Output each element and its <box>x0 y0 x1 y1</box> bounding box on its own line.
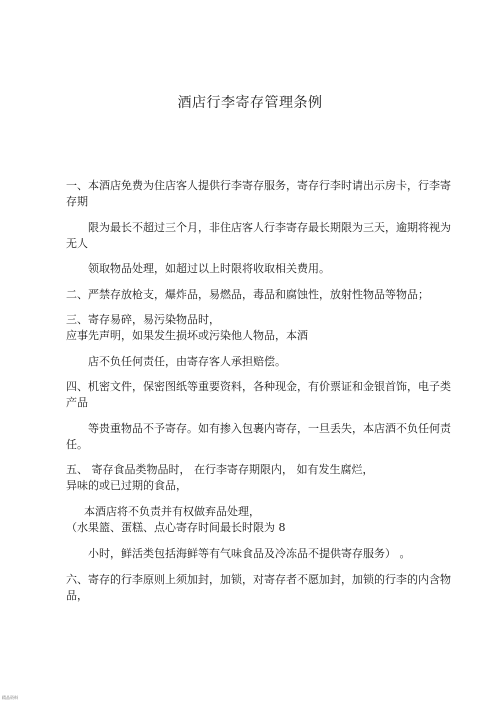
clause-5-line-5: 小时，鲜活类包括海鲜等有气味食品及冷冻品不提供寄存服务） 。 <box>88 547 411 560</box>
clause-1-line-5: 领取物品处理，如超过以上时限将收取相关费用。 <box>88 262 330 275</box>
footer-mark: 精品资料 <box>2 695 18 700</box>
clause-5-line-2: 异味的或已过期的食品， <box>66 479 187 492</box>
clause-3-line-1: 三、寄存易碎，易污染物品时， <box>66 313 220 326</box>
clause-4-line-2: 产品 <box>66 396 88 409</box>
clause-1-line-3: 限为最长不超过三个月，非住店客人行李寄存最长期限为三天，逾期将视为 <box>88 221 451 234</box>
clause-1-line-1: 一、本酒店免费为住店客人提供行李寄存服务，寄存行李时请出示房卡，行李寄 <box>66 179 451 192</box>
clause-5-line-1: 五、 寄存食品类物品时， 在行李寄存期限内， 如有发生腐烂， <box>66 463 374 476</box>
document-title: 酒店行李寄存管理条例 <box>177 95 323 111</box>
clause-4-line-4: 任。 <box>66 438 88 451</box>
clause-1-line-2: 存期 <box>66 195 88 208</box>
clause-5-line-4: （水果篮、蛋糕、点心寄存时间最长时限为 8 <box>66 521 286 534</box>
clause-1-line-4: 无人 <box>66 237 88 250</box>
clause-3-line-2: 应事先声明，如果发生损坏或污染他人物品，本酒 <box>66 329 308 342</box>
clause-6-line-2: 品， <box>66 589 88 602</box>
clause-5-line-3: 本酒店将不负责并有权做弃品处理， <box>84 505 260 518</box>
clause-4-line-3: 等贵重物品不予寄存。如有掺入包裹内寄存，一旦丢失，本店酒不负任何责 <box>88 422 451 435</box>
clause-2-line-1: 二、严禁存放枪支，爆炸品，易燃品，毒品和腐蚀性，放射性物品等物品； <box>66 288 429 301</box>
clause-4-line-1: 四、机密文件，保密图纸等重要资料，各种现金，有价票证和金银首饰，电子类 <box>66 380 451 393</box>
clause-3-line-3: 店不负任何责任，由寄存客人承担赔偿。 <box>88 355 286 368</box>
clause-6-line-1: 六、寄存的行李原则上须加封，加锁，对寄存者不愿加封，加锁的行李的内含物 <box>66 573 451 586</box>
